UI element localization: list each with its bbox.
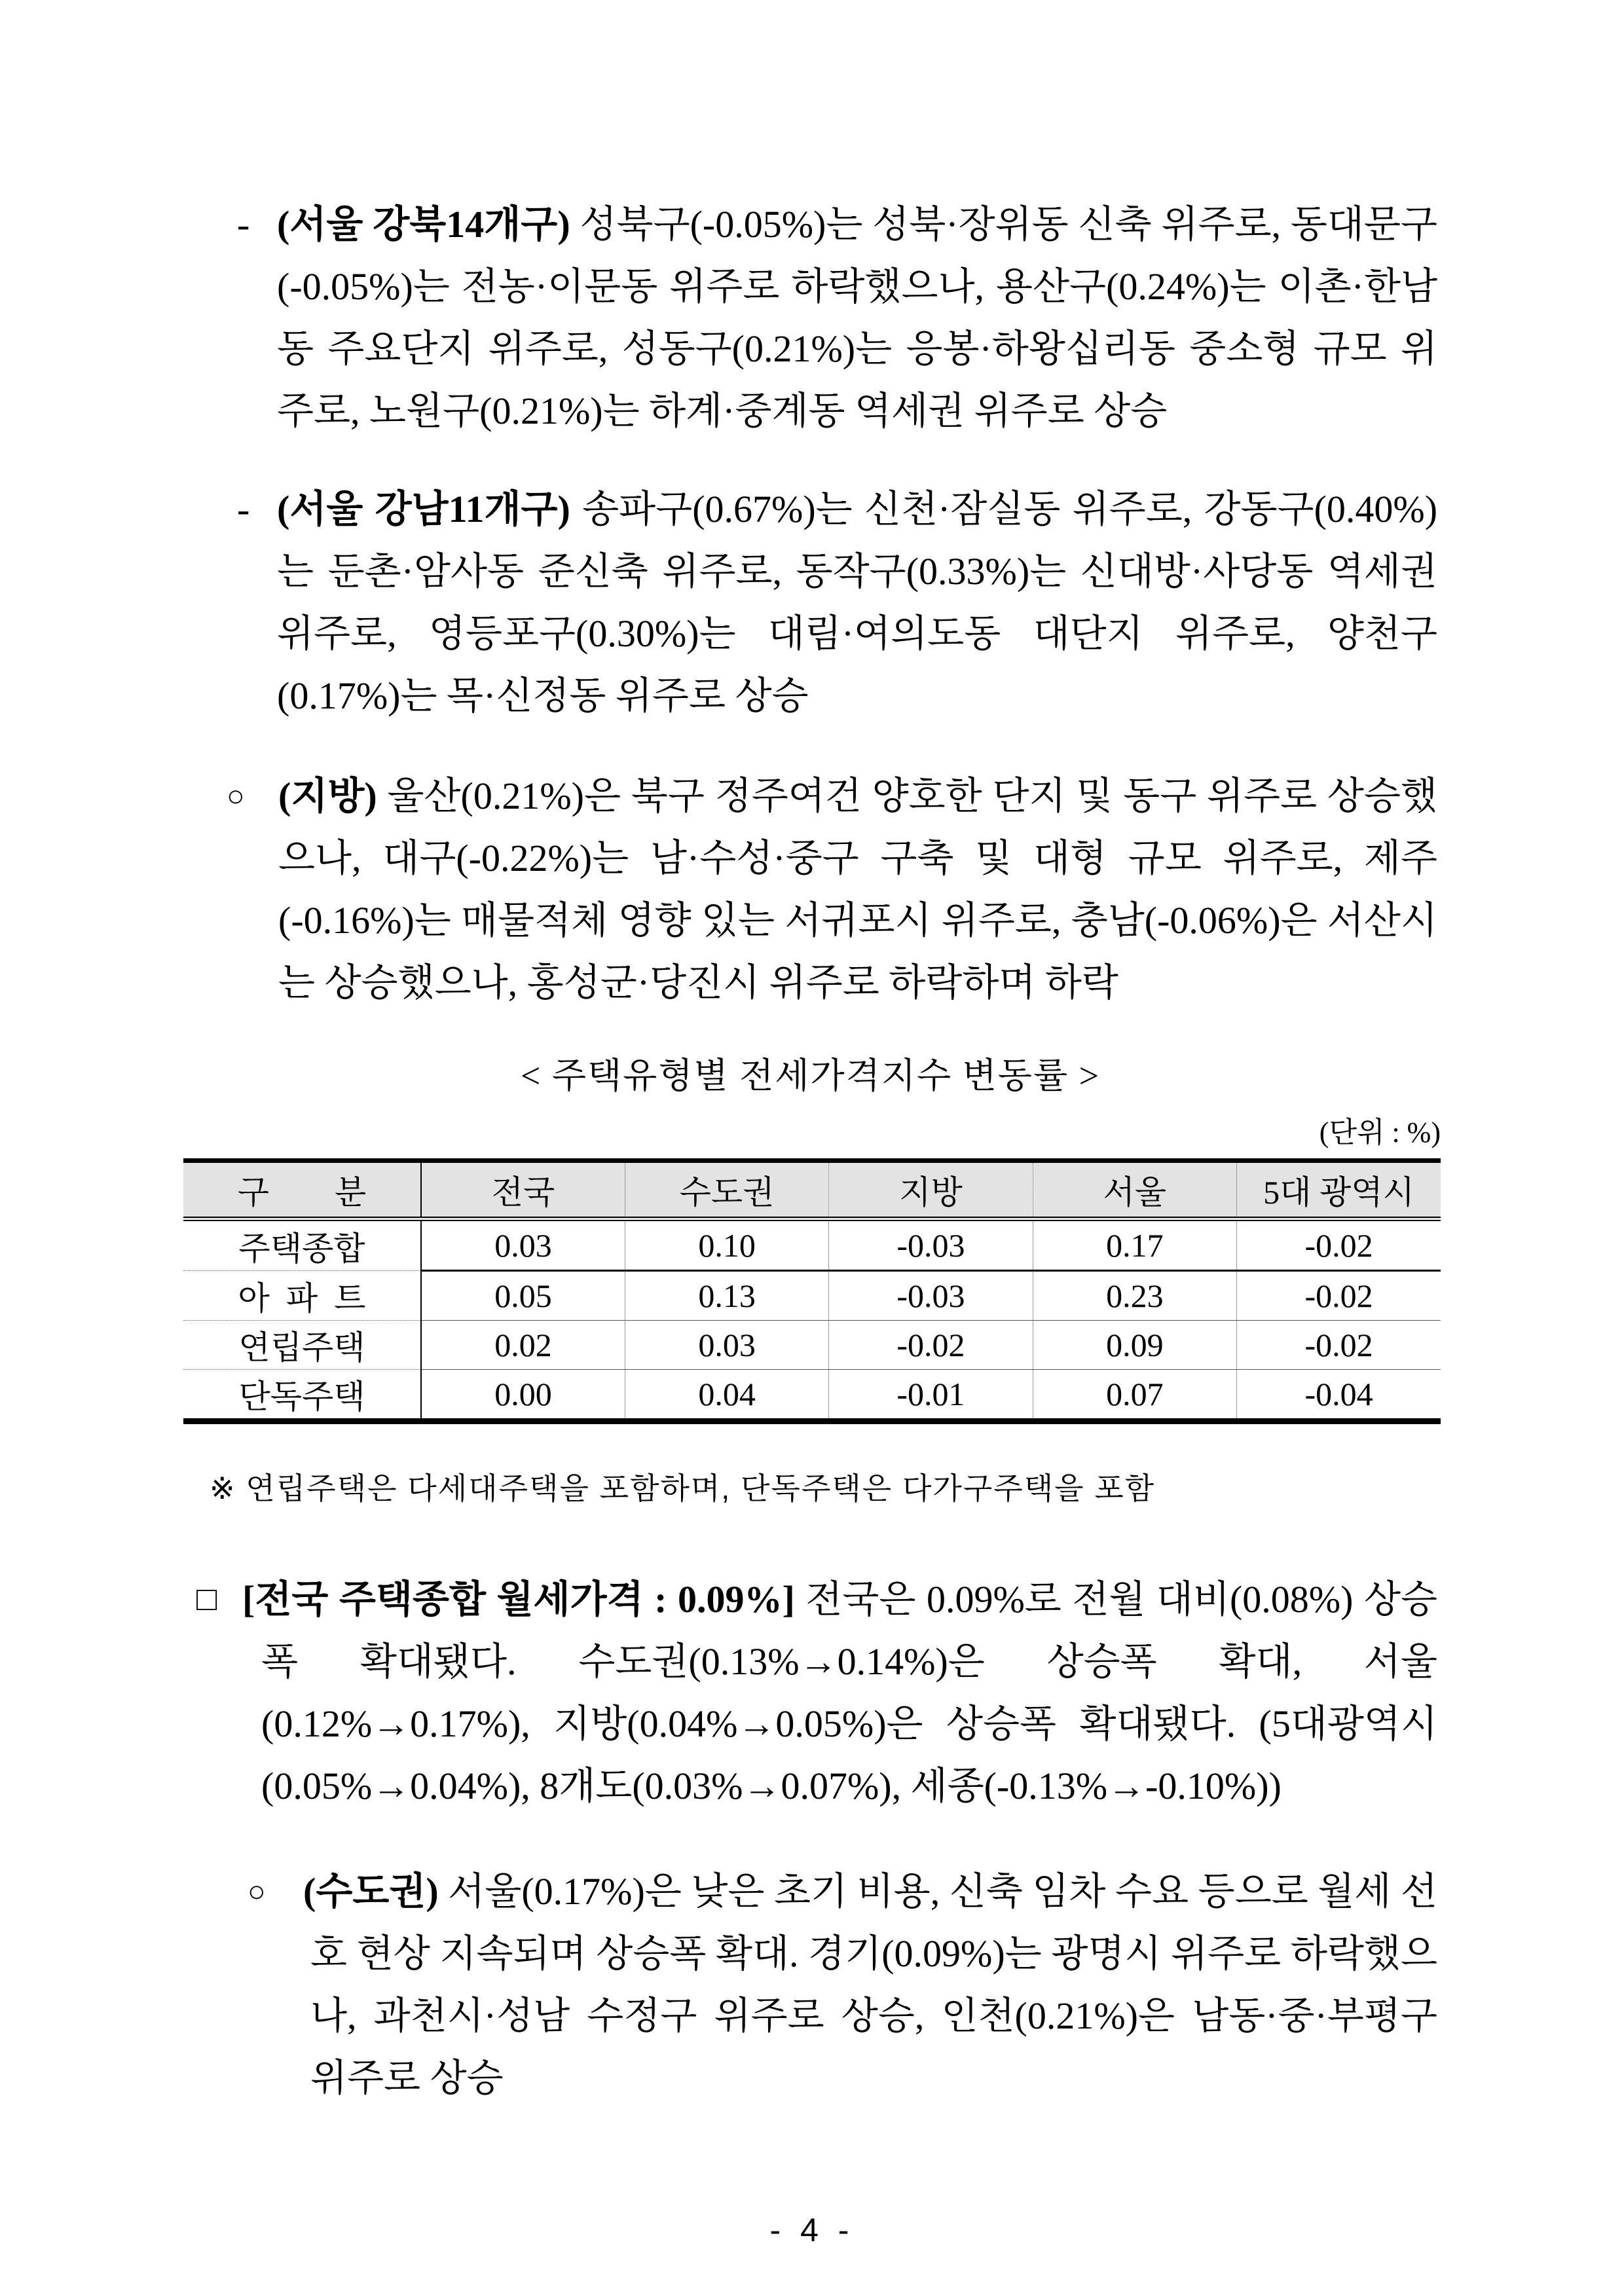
cell-value: 0.03 <box>625 1321 828 1370</box>
dash-bullet-marker: - <box>237 203 250 246</box>
circle-bullet-marker: ○ <box>227 779 245 813</box>
cell-value: 0.04 <box>625 1370 828 1422</box>
paragraph-seoul-gangnam <box>237 478 1437 727</box>
table-unit-note: (단위 : %) <box>1319 1116 1441 1148</box>
paragraph-text <box>278 765 1437 1014</box>
cell-value: 0.05 <box>421 1271 625 1321</box>
header-5dae: 5대 광역시 <box>1237 1161 1441 1219</box>
paragraph-jibang <box>227 765 1437 1014</box>
cell-value: -0.02 <box>1237 1321 1441 1370</box>
row-label: 주택종합 <box>183 1219 421 1271</box>
cell-value: 0.10 <box>625 1219 828 1271</box>
header-gubun: 구 분 <box>183 1161 421 1219</box>
header-jibang: 지방 <box>829 1161 1033 1219</box>
square-bullet-marker: □ <box>196 1581 217 1618</box>
table-footnote: ※ 연립주택은 다세대주택을 포함하며, 단독주택은 다가구주택을 포함 <box>210 1471 1156 1505</box>
paragraph-label: (서울 강북14개구) <box>277 203 570 246</box>
paragraph-body: 울산(0.21%)은 북구 정주여건 양호한 단지 및 동구 위주로 상승했으나, 대구(-0.22%)는 남·수성·중구 구축 및 대형 규모 위주로, 제주(-0.16%)는 매물적체 영향 있는 서귀포시 위주로, 충남(-0.06%)은 서산시는 상승했으나, 홍성군·당진시 위주로 하락하며 하락 <box>278 775 1438 1004</box>
paragraph-label: (서울 강남11개구) <box>277 488 570 530</box>
page-number: - 4 - <box>769 2212 855 2249</box>
cell-value: 0.13 <box>625 1271 828 1321</box>
paragraph-text <box>277 193 1437 442</box>
cell-value: -0.02 <box>1237 1271 1441 1321</box>
paragraph-body: 성북구(-0.05%)는 성북·장위동 신축 위주로, 동대문구(-0.05%)는 전농·이문동 위주로 하락했으나, 용산구(0.24%)는 이촌·한남동 주요단지 위주로, 성동구(0.21%)는 응봉·하왕십리동 중소형 규모 위주로, 노원구(0.21%)는 하계·중계동 역세권 위주로 상승 <box>277 203 1437 432</box>
row-label: 단독주택 <box>183 1370 421 1422</box>
header-jeonguk: 전국 <box>421 1161 625 1219</box>
paragraph-label: (수도권) <box>303 1870 439 1913</box>
cell-value: 0.09 <box>1033 1321 1236 1370</box>
header-sudogwon: 수도권 <box>625 1161 828 1219</box>
cell-value: -0.02 <box>829 1321 1033 1370</box>
circle-bullet-marker: ○ <box>248 1875 266 1908</box>
cell-value: 0.03 <box>421 1219 625 1271</box>
paragraph-label: [전국 주택종합 월세가격 : 0.09%] <box>242 1578 795 1621</box>
paragraph-wolse <box>196 1568 1437 1817</box>
cell-value: -0.01 <box>829 1370 1033 1422</box>
cell-value: -0.03 <box>829 1271 1033 1321</box>
paragraph-body: 서울(0.17%)은 낮은 초기 비용, 신축 임차 수요 등으로 월세 선호 현상 지속되며 상승폭 확대. 경기(0.09%)는 광명시 위주로 하락했으나, 과천시·성남 수정구 위주로 상승, 인천(0.21%)은 남동·중·부평구 위주로 상승 <box>310 1870 1437 2099</box>
row-label: 연립주택 <box>183 1321 421 1370</box>
cell-value: -0.03 <box>829 1219 1033 1271</box>
table-row <box>183 1219 1441 1271</box>
paragraph-body: 전국은 0.09%로 전월 대비(0.08%) 상승폭 확대됐다. 수도권(0.13%→0.14%)은 상승폭 확대, 서울(0.12%→0.17%), 지방(0.04%→0.05%)은 상승폭 확대됐다. (5대광역시(0.05%→0.04%), 8개도(0.03%→0.07%), 세종(-0.13%→-0.10%)) <box>261 1578 1437 1807</box>
paragraph-text <box>242 1568 1437 1817</box>
dash-bullet-marker: - <box>237 488 250 530</box>
table-row <box>183 1370 1441 1422</box>
cell-value: 0.02 <box>421 1321 625 1370</box>
cell-value: -0.02 <box>1237 1219 1441 1271</box>
row-label: 아 파 트 <box>183 1271 421 1321</box>
table-row <box>183 1271 1441 1321</box>
paragraph-sudogwon <box>248 1860 1437 2109</box>
table-title: < 주택유형별 전세가격지수 변동률 > <box>520 1056 1101 1095</box>
cell-value: -0.04 <box>1304 1376 1373 1412</box>
paragraph-text <box>303 1860 1437 2109</box>
paragraph-body: 송파구(0.67%)는 신천·잠실동 위주로, 강동구(0.40%)는 둔촌·암사동 준신축 위주로, 동작구(0.33%)는 신대방·사당동 역세권 위주로, 영등포구(0.30%)는 대림·여의도동 대단지 위주로, 양천구(0.17%)는 목·신정동 위주로 상승 <box>277 488 1438 717</box>
jeonse-price-index-table <box>183 1158 1441 1424</box>
paragraph-seoul-gangbuk <box>237 193 1437 442</box>
header-seoul: 서울 <box>1033 1161 1236 1219</box>
table-row <box>183 1321 1441 1370</box>
cell-value: 0.23 <box>1033 1271 1236 1321</box>
paragraph-text <box>277 478 1437 727</box>
table-header-row <box>183 1161 1441 1219</box>
cell-value: 0.07 <box>1033 1370 1236 1422</box>
paragraph-label: (지방) <box>278 775 377 817</box>
cell-value: 0.00 <box>421 1370 625 1422</box>
cell-value: 0.17 <box>1033 1219 1236 1271</box>
